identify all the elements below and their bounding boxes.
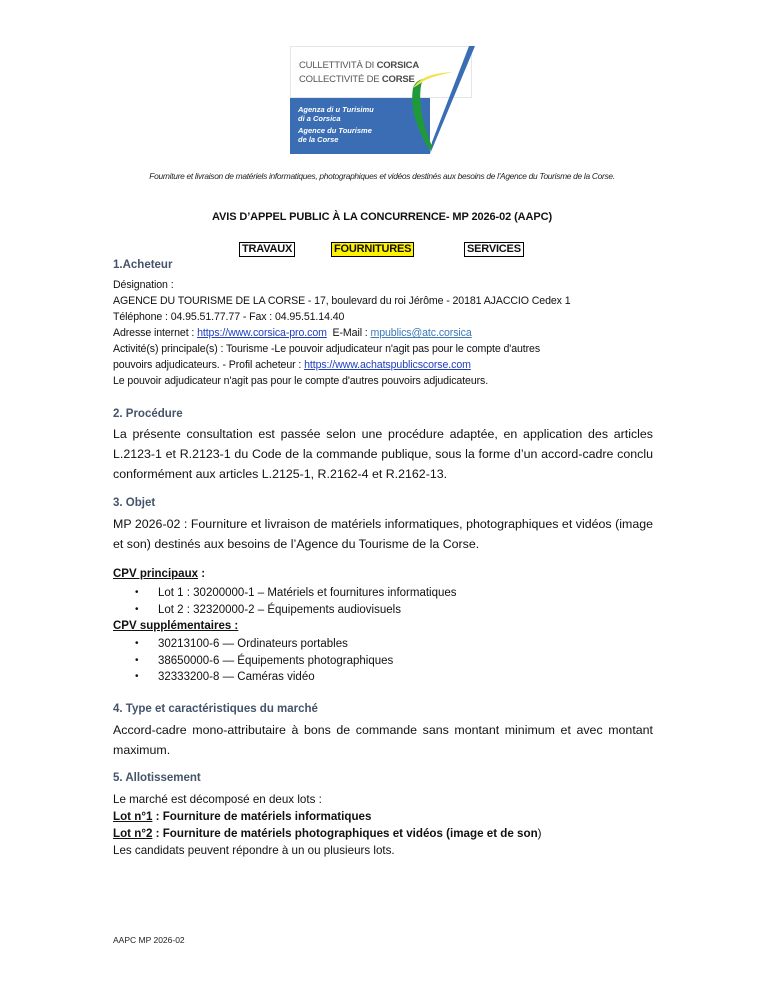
buyer-profile-link[interactable]: https://www.achatspublicscorse.com xyxy=(304,359,471,371)
acheteur-block xyxy=(113,277,653,389)
section-heading-allotissement: 5. Allotissement xyxy=(113,772,201,784)
collectivite-corse-logo xyxy=(290,46,472,154)
list-item: • Lot 2 : 32320000-2 – Équipements audiovisuels xyxy=(113,602,457,619)
logo-swoosh-icon xyxy=(395,46,475,154)
lot-2: Lot n°2 : Fourniture de matériels photographiques et vidéos (image et de son) xyxy=(113,827,542,840)
logo-line-french: COLLECTIVITÉ DE CORSE xyxy=(299,74,415,85)
email-link[interactable]: mpublics@atc.corsica xyxy=(370,327,472,339)
section-heading-acheteur: 1.Acheteur xyxy=(113,259,173,271)
page-title: AVIS D’APPEL PUBLIC À LA CONCURRENCE- MP 2026-02 (AAPC) xyxy=(211,211,553,223)
list-item: • Lot 1 : 30200000-1 – Matériels et fournitures informatiques xyxy=(113,585,457,602)
objet-text: MP 2026-02 : Fourniture et livraison de matériels informatiques, photographiques et vidéos (image et son) destinés aux besoins de l’Agence du Tourisme de la Corse. xyxy=(113,517,653,551)
allotissement-intro: Le marché est décomposé en deux lots : xyxy=(113,793,322,806)
section-heading-objet: 3. Objet xyxy=(113,497,156,509)
designation-label: Désignation : xyxy=(113,279,174,291)
page-footer: AAPC MP 2026-02 xyxy=(113,935,185,945)
section-heading-type: 4. Type et caractéristiques du marché xyxy=(113,703,318,715)
list-item: • 32333200-8 — Caméras vidéo xyxy=(113,669,393,686)
website-link[interactable]: https://www.corsica-pro.com xyxy=(197,327,327,339)
section-heading-procedure: 2. Procédure xyxy=(113,408,183,420)
market-type-travaux: TRAVAUX xyxy=(239,242,295,257)
activity-line: Activité(s) principale(s) : Tourisme -Le pouvoir adjudicateur n'agit pas pour le compte d'autres xyxy=(113,343,541,355)
internet-line: Adresse internet : https://www.corsica-pro.com E-Mail : mpublics@atc.corsica xyxy=(113,327,472,339)
cpv-extra-list xyxy=(113,636,393,686)
buyer-phone: Téléphone : 04.95.51.77.77 - Fax : 04.95.51.14.40 xyxy=(113,311,345,323)
cpv-extra-heading: CPV supplémentaires : xyxy=(113,620,239,632)
allotissement-outro: Les candidats peuvent répondre à un ou plusieurs lots. xyxy=(113,844,395,857)
market-type-services: SERVICES xyxy=(464,242,524,257)
lot-1: Lot n°1 : Fourniture de matériels informatiques xyxy=(113,810,372,823)
procedure-text: La présente consultation est passée selon une procédure adaptée, en application des articles L.2123-1 et R.2123-1 du Code de la commande publique, sous la forme d’un accord-cadre conclu conformément aux articles L.2125-1, R.2162-4 et R.2162-13. xyxy=(113,427,653,481)
list-item: • 38650000-6 — Équipements photographiques xyxy=(113,653,393,670)
document-subtitle: Fourniture et livraison de matériels informatiques, photographiques et vidéos destinés aux besoins de l'Agence du Tourisme de la Corse. xyxy=(149,171,615,181)
logo-band-text: di a Corsica xyxy=(298,114,341,123)
cpv-main-list xyxy=(113,585,457,618)
buyer-note: Le pouvoir adjudicateur n'agit pas pour le compte d'autres pouvoirs adjudicateurs. xyxy=(113,375,489,387)
logo-band-text: de la Corse xyxy=(298,135,339,144)
cpv-main-heading: CPV principaux : xyxy=(113,568,206,580)
logo-band-text: Agence du Tourisme xyxy=(298,126,372,135)
buyer-profile-line: pouvoirs adjudicateurs. - Profil acheteur : https://www.achatspublicscorse.com xyxy=(113,359,471,371)
buyer-address: AGENCE DU TOURISME DE LA CORSE - 17, boulevard du roi Jérôme - 20181 AJACCIO Cedex 1 xyxy=(113,295,571,307)
market-type-fournitures: FOURNITURES xyxy=(331,242,414,257)
type-text: Accord-cadre mono-attributaire à bons de commande sans montant minimum et avec montant maximum. xyxy=(113,723,653,757)
logo-band-text: Agenza di u Turisimu xyxy=(298,105,374,114)
list-item: • 30213100-6 — Ordinateurs portables xyxy=(113,636,393,653)
allotissement-block xyxy=(113,791,653,859)
logo-line-corsican: CULLETTIVITÀ DI CORSICA xyxy=(299,60,419,71)
